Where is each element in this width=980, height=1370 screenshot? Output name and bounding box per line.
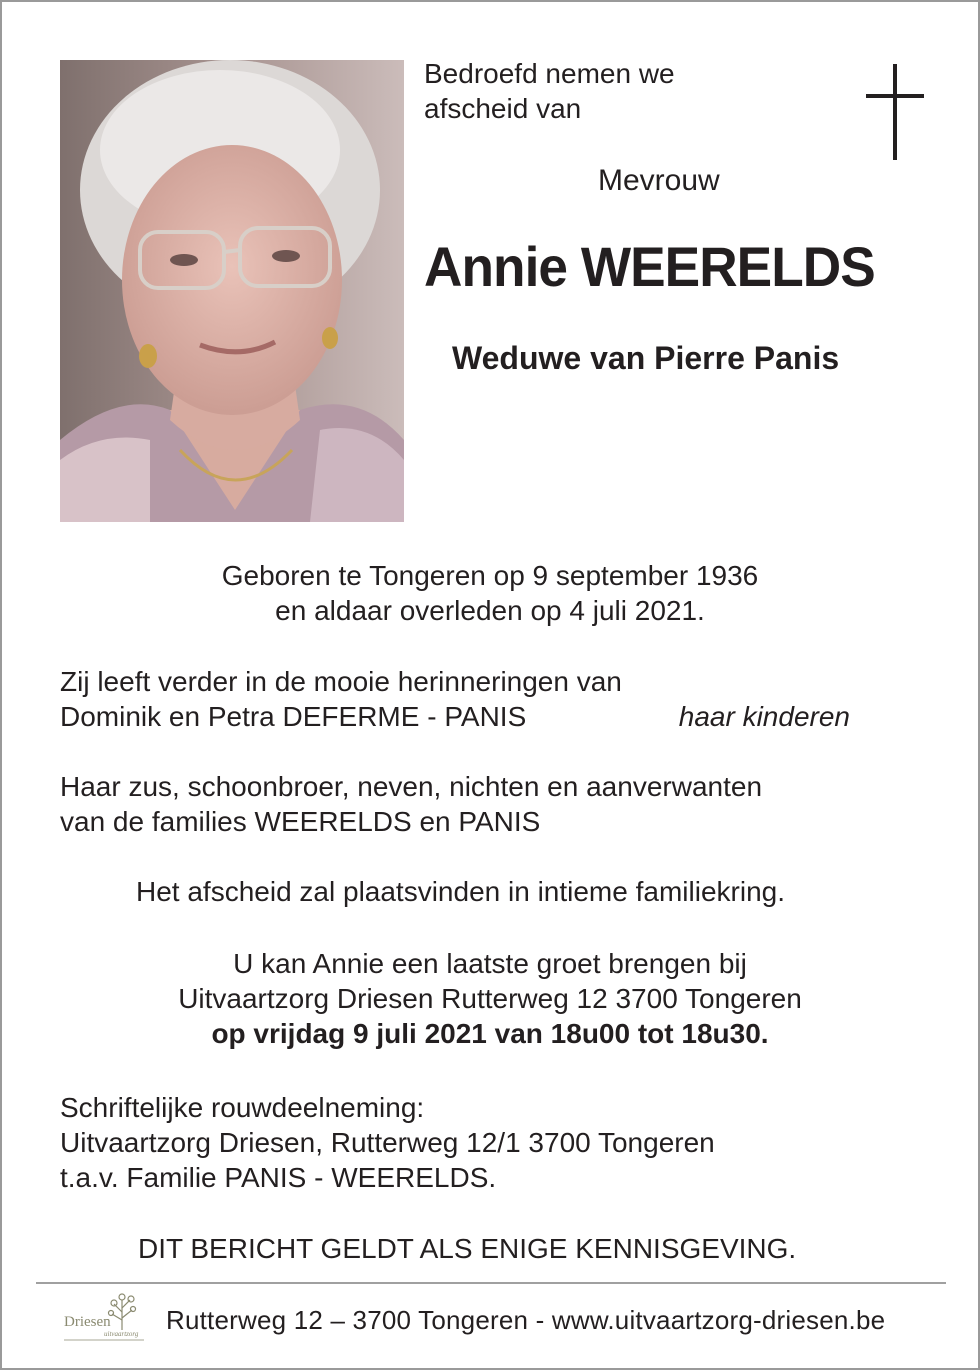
children-row — [60, 699, 850, 734]
title-prefix: Mevrouw — [598, 164, 720, 197]
portrait-photo — [60, 60, 404, 522]
intro-line-1: Bedroefd nemen we — [424, 58, 675, 89]
death-line: en aldaar overleden op 4 juli 2021. — [275, 595, 705, 626]
tree-logo-icon — [60, 1290, 152, 1350]
children-names: Dominik en Petra DEFERME - PANIS — [60, 701, 527, 732]
children-role: haar kinderen — [678, 701, 850, 732]
intro-text — [424, 56, 675, 126]
condolence-line-3: t.a.v. Familie PANIS - WEERELDS. — [60, 1162, 497, 1193]
birth-death-info — [2, 558, 978, 628]
logo-subtext: uitvaartzorg — [104, 1330, 139, 1338]
deceased-name: Annie WEERELDS — [424, 235, 875, 298]
cross-icon — [866, 64, 924, 160]
condolence-info — [60, 1090, 715, 1195]
relatives-text — [60, 769, 762, 839]
portrait-illustration — [60, 60, 404, 522]
visit-line-2: Uitvaartzorg Driesen Rutterweg 12 3700 Tongeren — [178, 983, 802, 1014]
visit-line-1: U kan Annie een laatste groet brengen bij — [233, 948, 747, 979]
farewell-text: Het afscheid zal plaatsvinden in intieme familiekring. — [136, 876, 785, 907]
logo-text: Driesen — [64, 1314, 111, 1330]
visit-info — [2, 946, 978, 1051]
footer-address: Rutterweg 12 – 3700 Tongeren - www.uitvaartzorg-driesen.be — [166, 1305, 886, 1335]
visit-time: op vrijdag 9 juli 2021 van 18u00 tot 18u30. — [211, 1018, 769, 1049]
notice-text: DIT BERICHT GELDT ALS ENIGE KENNISGEVING. — [138, 1233, 797, 1264]
relatives-line-2: van de families WEERELDS en PANIS — [60, 806, 541, 837]
intro-line-2: afscheid van — [424, 93, 582, 124]
condolence-line-1: Schriftelijke rouwdeelneming: — [60, 1092, 425, 1123]
relatives-line-1: Haar zus, schoonbroer, neven, nichten en aanverwanten — [60, 771, 763, 802]
widow-line: Weduwe van Pierre Panis — [452, 340, 840, 376]
condolence-line-2: Uitvaartzorg Driesen, Rutterweg 12/1 3700 Tongeren — [60, 1127, 715, 1158]
footer-divider — [36, 1282, 946, 1284]
family-intro: Zij leeft verder in de mooie herinneringen van — [60, 666, 622, 697]
birth-line: Geboren te Tongeren op 9 september 1936 — [221, 560, 759, 591]
